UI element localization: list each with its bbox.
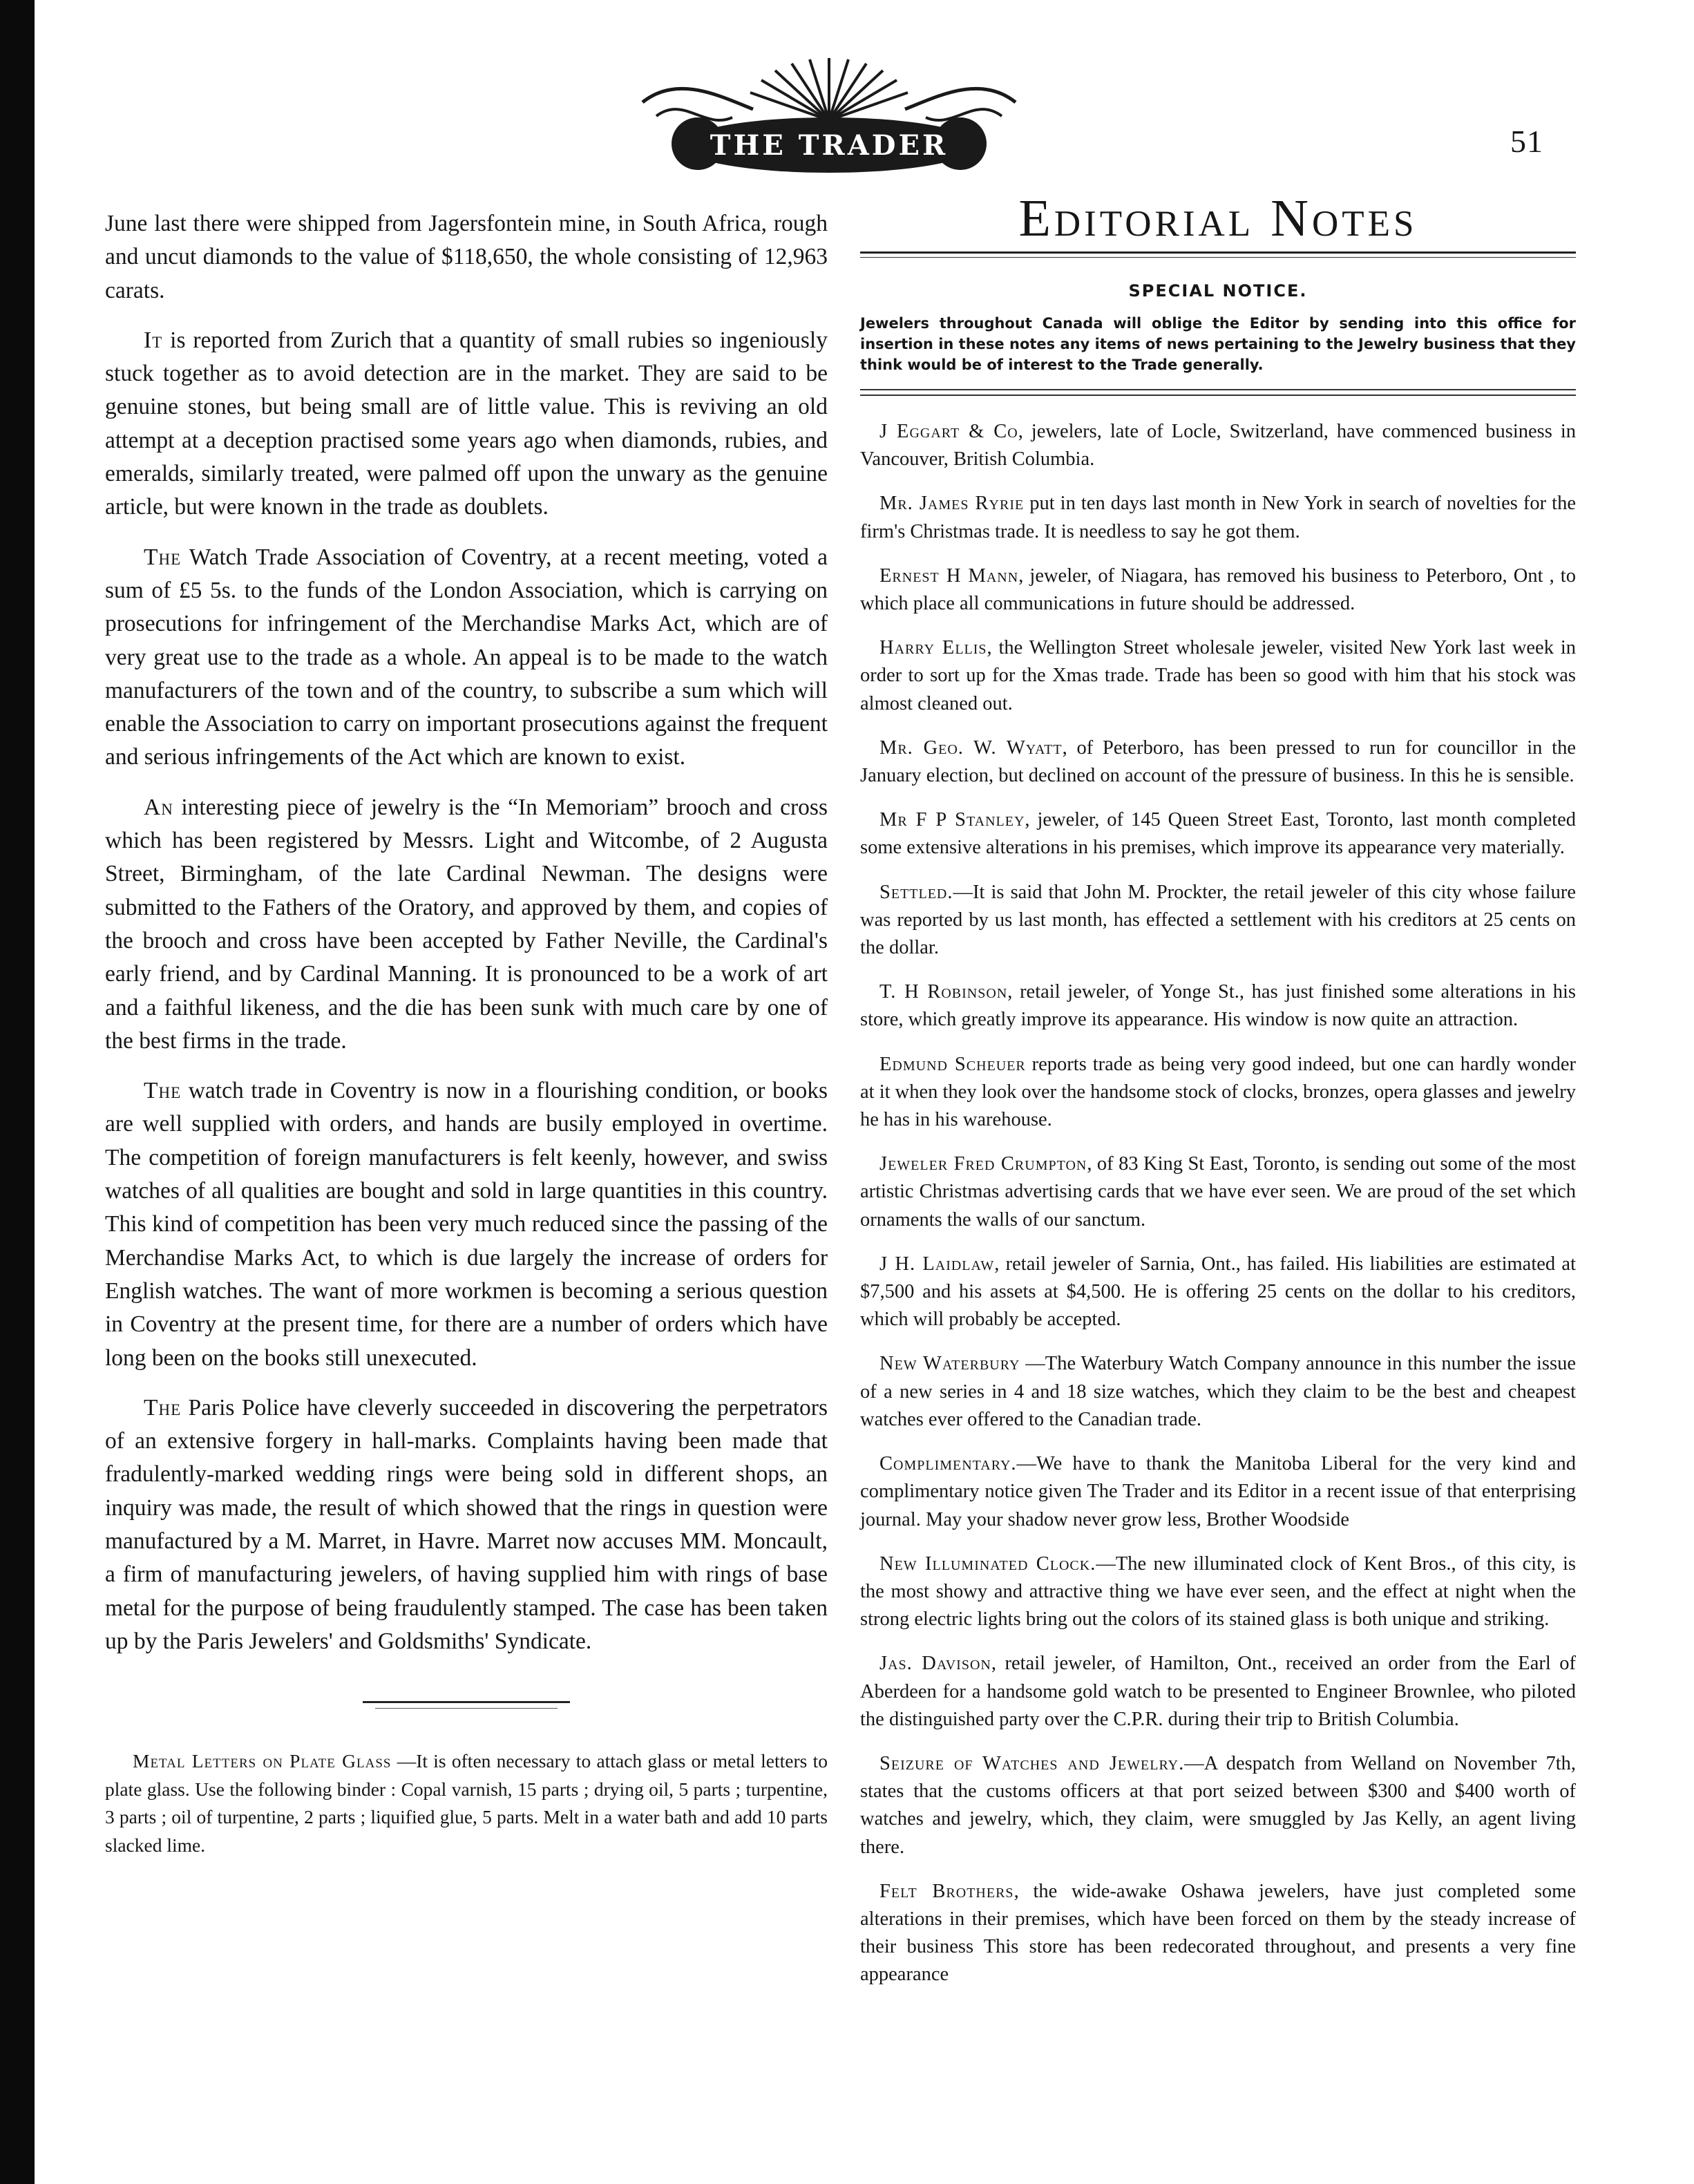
right-column <box>860 187 1576 1989</box>
news-item-text: , jeweler, of Niagara, has removed his business to Peterboro, Ont , to which place all communications in future should be addressed. <box>860 564 1576 615</box>
news-item <box>860 634 1576 718</box>
footnote-text: —It is often necessary to attach glass or metal letters to plate glass. Use the following binder : Copal varnish, 15 parts ; drying oil, 5 parts ; turpentine, 3 parts ; oil of turpentine, 2 parts ; liquified glue, 5 parts. Melt in a water bath and add 10 parts slacked lime. <box>105 1750 828 1856</box>
paragraph-lead: An <box>144 794 173 820</box>
news-item <box>860 490 1576 545</box>
news-item-lead: J Eggart & Co <box>879 421 1018 442</box>
news-item-lead: Harry Ellis <box>879 637 987 659</box>
news-item <box>860 1650 1576 1734</box>
news-item-lead: New Waterbury <box>879 1353 1020 1375</box>
news-item <box>860 734 1576 790</box>
notice-rule <box>860 395 1576 396</box>
news-item-text: , the Wellington Street wholesale jeweler, visited New York last week in order to sort up for the Xmas trade. Trade has been so good with him that his stock was almost cleaned out. <box>860 637 1576 714</box>
news-item-lead: Mr. Geo. W. Wyatt <box>879 737 1063 759</box>
news-item-text: , jewelers, late of Locle, Switzerland, have commenced business in Vancouver, British Columbia. <box>860 421 1576 471</box>
news-item <box>860 806 1576 862</box>
divider-rule <box>363 1701 570 1703</box>
news-item-text: , jeweler, of 145 Queen Street East, Toronto, last month completed some extensive alterations in his premises, which improve its appearance very materially. <box>860 809 1576 859</box>
news-item-text: reports trade as being very good indeed, but one can hardly wonder at it when they look over the handsome stock of clocks, bronzes, opera glasses and jewelry he has in his warehouse. <box>860 1053 1576 1131</box>
paragraph-text: is reported from Zurich that a quantity of small rubies so ingeniously stuck together as to avoid detection are in the market. They are said to be genuine stones, but being small are of little value. This is reviving an old attempt at a deception practised some years ago when diamonds, rubies, and emeralds, similarly treated, were palmed off upon the unwary as the genuine article, but were known in the trade as doublets. <box>105 327 828 520</box>
paragraph-text: interesting piece of jewelry is the “In Memoriam” brooch and cross which has been registered by Messrs. Light and Witcombe, of 2 Augusta Street, Birmingham, of the late Cardinal Newman. The designs were submitted to the Fathers of the Oratory, and approved by them, and copies of the brooch and cross have been accepted by Father Neville, the Cardinal's early friend, and by Cardinal Manning. It is pronounced to be a work of art and a faithful likeness, and the die has been sunk with much care by one of the best firms in the trade. <box>105 794 828 1054</box>
news-item-lead: Ernest H Mann <box>879 564 1019 587</box>
scan-edge-bar <box>0 0 35 2184</box>
news-item-lead: New Illuminated Clock. <box>879 1552 1096 1575</box>
paragraph-lead: The <box>144 544 182 570</box>
news-item-text: , the wide-awake Oshawa jewelers, have just completed some alterations in their premises, which have been forced on them by the steady increase of their business This store has been redecorated throughout, and presents a very fine appearance <box>860 1880 1576 1986</box>
news-item-lead: T. H Robinson <box>879 981 1008 1003</box>
paragraph-text: watch trade in Coventry is now in a flourishing condition, or books are well supplied with orders, and hands are busily employed in overtime. The competition of foreign manufacturers is felt keenly, however, and swiss watches of all qualities are bought and sold in large quantities in this country. This kind of competition has been very much reduced since the passing of the Merchandise Marks Act, to which is due largely the increase of orders for English watches. The want of more workmen is becoming a serious question in Coventry at the present time, for there are a number of orders which have long been on the books still unexecuted. <box>105 1078 828 1371</box>
title-rule <box>860 251 1576 258</box>
paragraph-lead: The <box>144 1394 182 1421</box>
news-item-text: —It is said that John M. Prockter, the retail jeweler of this city whose failure was reported by us last month, has effected a settlement with his creditors at 25 cents on the dollar. <box>860 881 1576 959</box>
news-item <box>860 879 1576 962</box>
notice-rule <box>860 389 1576 390</box>
news-item <box>860 1550 1576 1634</box>
special-notice-text: Jewelers throughout Canada will oblige the Editor by sending into this office for insertion in these notes any items of news pertaining to the Jewelry business that they think would be of interest to the Trade generally. <box>860 315 1576 373</box>
paragraph-lead: It <box>144 327 163 353</box>
paragraph-text: Watch Trade Association of Coventry, at a recent meeting, voted a sum of £5 5s. to the funds of the London Association, which is carrying on prosecutions for infringement of the Merchandise Marks Act, which are of very great use to the trade as a whole. An appeal is to be made to the watch manufacturers of the town and of the country, to subscribe a sum which will enable the Association to carry on important prosecutions against the frequent and serious infringements of the Act which are known to exist. <box>105 544 828 770</box>
article-paragraph <box>105 1074 828 1375</box>
news-item-text: , of 83 King St East, Toronto, is sending out some of the most artistic Christmas advertising cards that we have ever seen. We are proud of the set which ornaments the walls of our sanctum. <box>860 1153 1577 1231</box>
news-item-lead: Mr. James Ryrie <box>879 493 1025 515</box>
paragraph-text: Paris Police have cleverly succeeded in discovering the perpetrators of an extensive forgery in hall-marks. Complaints having been made that fradulently-marked wedding rings were being sold in different shops, an inquiry was made, the result of which showed that the rings in question were manufactured by a M. Marret, in Havre. Marret now accuses MM. Moncault, a firm of manufacturing jewelers, of having supplied him with rings of base metal for the purpose of being fraudulently stamped. The case has been taken up by the Paris Jewelers' and Goldsmiths' Syndicate. <box>105 1394 828 1654</box>
article-paragraph <box>105 1392 828 1658</box>
news-item <box>860 1450 1576 1534</box>
editorial-notes-title: Editorial Notes <box>1018 189 1418 247</box>
news-item-lead: Felt Brothers <box>879 1880 1014 1902</box>
news-item <box>860 1150 1576 1234</box>
special-notice-heading: SPECIAL NOTICE. <box>1128 281 1308 301</box>
news-item-lead: J H. Laidlaw <box>879 1253 995 1275</box>
news-item-text: —A despatch from Welland on November 7th, states that the customs officers at that port seized between $300 and $400 worth of watches and jewelry, which, they claim, were smuggled by Jas Kelly, an agent living there. <box>860 1752 1576 1858</box>
news-item-text: —The new illuminated clock of Kent Bros., of this city, is the most showy and attractive thing we have ever seen, and the effect at night when the strong electric lights bring out the colors of its stained glass is both unique and striking. <box>860 1552 1576 1631</box>
news-item-text: , of Peterboro, has been pressed to run for councillor in the January election, but declined on account of the pressure of business. In this he is sensible. <box>860 737 1576 787</box>
news-item-text: , retail jeweler, of Yonge St., has just finished some alterations in his store, which greatly improve its appearance. His window is now quite an attraction. <box>860 981 1576 1031</box>
news-item-text: put in ten days last month in New York in search of novelties for the firm's Christmas trade. It is needless to say he got them. <box>860 493 1576 542</box>
article-paragraph <box>105 207 828 307</box>
divider-rule <box>375 1708 558 1709</box>
news-item-lead: Seizure of Watches and Jewelry. <box>879 1752 1185 1774</box>
news-item <box>860 978 1576 1034</box>
news-item <box>860 562 1576 618</box>
news-item-lead: Edmund Scheuer <box>879 1053 1026 1075</box>
article-paragraph <box>105 791 828 1058</box>
news-item <box>860 418 1576 473</box>
news-item <box>860 1251 1576 1334</box>
news-item-lead: Jas. Davison <box>879 1653 991 1675</box>
news-item-lead: Jeweler Fred Crumpton <box>879 1153 1087 1175</box>
news-item-text: —The Waterbury Watch Company announce in this number the issue of a new series in 4 and 18 size watches, which they claim to be the best and cheapest watches ever offered to the Canadian trade. <box>860 1353 1576 1430</box>
left-column <box>105 207 828 1859</box>
footnote-lead: Metal Letters on Plate Glass <box>133 1750 392 1772</box>
masthead-ornament <box>615 54 1043 178</box>
news-item <box>860 1051 1576 1134</box>
news-item-text: —We have to thank the Manitoba Liberal for the very kind and complimentary notice given The Trader and its Editor in a recent issue of that enterprising journal. May your shadow never grow less, Brother Woodside <box>860 1453 1576 1530</box>
section-divider <box>363 1701 570 1709</box>
page-number: 51 <box>1510 124 1543 159</box>
news-item <box>860 1878 1576 1989</box>
article-paragraph <box>105 541 828 775</box>
paragraph-lead: The <box>144 1078 182 1104</box>
news-item-lead: Complimentary. <box>879 1453 1017 1475</box>
news-item <box>860 1750 1576 1861</box>
news-item-text: , retail jeweler of Sarnia, Ont., has failed. His liabilities are estimated at $7,500 and his assets at $4,500. He is offering 25 cents on the dollar to his creditors, which will probably be accepted. <box>860 1253 1576 1331</box>
news-item-lead: Settled. <box>879 881 953 903</box>
masthead-lettering: THE TRADER <box>710 129 949 162</box>
footnote-paragraph <box>105 1747 828 1859</box>
article-paragraph <box>105 324 828 524</box>
news-item-text: , retail jeweler, of Hamilton, Ont., received an order from the Earl of Aberdeen for a handsome gold watch to be presented to Engineer Brownlee, who piloted the distinguished party over the C.P.R. during their trip to British Columbia. <box>860 1653 1576 1730</box>
news-item-lead: Mr F P Stanley <box>879 809 1025 831</box>
news-item <box>860 1350 1576 1434</box>
paragraph-text: June last there were shipped from Jagersfontein mine, in South Africa, rough and uncut diamonds to the value of $118,650, the whole consisting of 12,963 carats. <box>105 211 828 303</box>
